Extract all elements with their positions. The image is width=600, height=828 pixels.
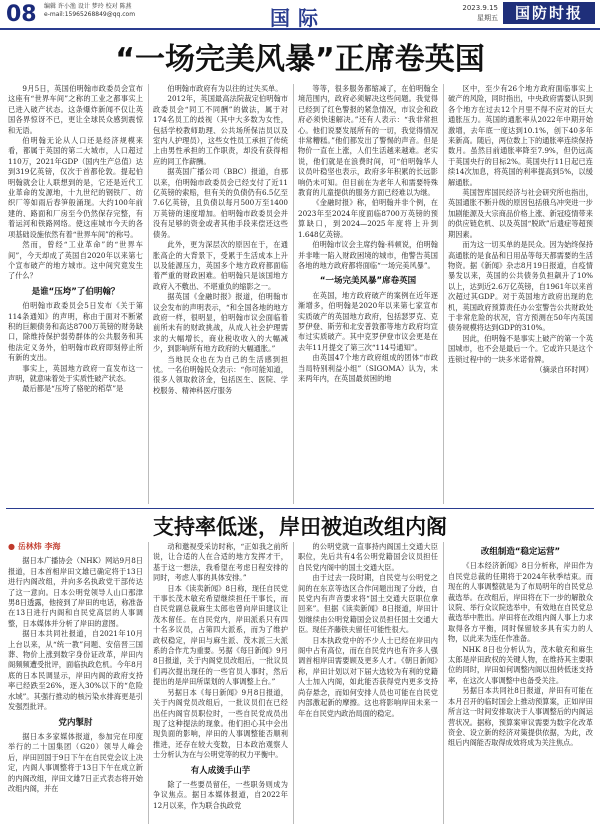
issue-weekday: 星期五 <box>477 14 498 22</box>
article2-column-3 <box>298 542 438 824</box>
paragraph: 据日本广播协会（NHK）网站9月8日报道，日本首相岸田文雄已确定将于13日进行内阁改组，并向多名执政党干部传达了这一意向。日本公明党领导人山口那津男8日透露，他接到了岸田的电话，称准备在13日进行内阁和自民党高层的人事调整，日本媒体并分析了岸田的意图。 <box>8 556 143 628</box>
paragraph: NHK 8日也分析认为，茂木敏充和麻生太郎是岸田政权的关键人物，在维持其主要职位的同时，岸田如何调整内阁以扭转低迷支持率，在这次人事调整中也备受关注。 <box>448 644 593 685</box>
paragraph: 当地民众也在为自己的生活感到担忧。一名伯明翰民众表示：“你可能知道，很多人领取救济金，包括医生、医院、学校服务、精神科医疗服务 <box>153 354 288 395</box>
paragraph: 伯明翰无论从人口还是经济规模来看，都属于英国的第二大城市，人口超过110万，2021年GDP（国内生产总值）达到319亿英镑，仅次于首都伦敦。提起伯明翰就会让人联想到的是，它还是近代工业革命的发源地，十九世纪的钢铁厂、纺织厂等如雨后春笋般涌现。大约100年前建的、路面和厂房至今仍然保存完整，有着运河和铁路网络。使这座城市今天的各项基础设施依然有着“世界车间”的称号。 <box>8 136 143 239</box>
article1-headline: “一场完美风暴”正席卷英国 <box>115 42 485 77</box>
paragraph: 事实上，英国地方政府一直发布这一声明，就意味着处于实质性破产状态。 <box>8 363 143 383</box>
article2-subheading-3: 改组制造“稳定运营” <box>480 547 561 557</box>
section-title: 国际 <box>270 6 326 30</box>
article1-column-1 <box>8 84 143 504</box>
page-number: 08 <box>6 2 37 27</box>
paragraph: 另据日本《每日新闻》9月8日报道，关于内阁党员改组后，一批议员们在已经出任内阁官员职位时，一些自民党成员出现了这种提法的现象。他们担心其中会出现负面的影响，岸田的人事调整能否顺利推进，还存在较大变数，日本政治观察人士分析认为在与公明党等的权力平衡中。 <box>153 687 288 760</box>
paragraph: 另据日本共同社8日报道，岸田有可能在本月召开的临时国会上推动预算案，正如岸田所言这一时间安排取决于人事调整后的内阁运营状况。据称，预算案审议需要为数字化改革资金、设立新的经济对策提供依据，为此，改组后内阁能否取得成效将成为关注焦点。 <box>448 686 593 748</box>
paragraph: 除了一些要员留任，一些职务则成为争议焦点。据日本媒体报道，自2022年12月以来，作为联合执政党 <box>153 779 288 810</box>
paragraph: 然而，曾经“工业革命”的“世界车间”，今天却成了英国自2020年以来第七个宣布破产的地方城市。这中间究竟发生了什么？ <box>8 240 143 281</box>
paragraph: 9月5日，英国伯明翰市政委员会宣布这座有“世界车间”之称的工业之都事实上已进入破产状态。这条爆炸新闻不仅让英国各界惊讶不已，更让全球民众感到震惊和无语。 <box>8 84 143 135</box>
paragraph: 英国智库国民经济与社会研究所也指出，英国通胀不断升级的原因包括俄乌冲突进一步加剧能源及大宗商品价格上涨、新冠疫情带来的供应链危机、以及英国“脱欧”后遗症等超预期因素。 <box>448 188 593 239</box>
paragraph: 动和邀视受采访时称，“正如我之前所说，让合适的人在合适的地方发挥才干，基于这一想法，我希望在考虑日程安排的同时，考虑人事的具体安排。” <box>153 542 288 583</box>
article2-column-4 <box>448 542 593 824</box>
article1-source: （摘录自环时网） <box>535 364 593 374</box>
paragraph: 2012年，英国最高法院裁定伯明翰市政委员会“同工不同酬”的做法，属于对174名员工的歧视（其中大多数为女性，包括学校教师助理、公共场所保洁员以及室内人护理员），这些女性员工承担了传统上由男性承担的工作职责，却没有获得相应的同工作薪酬。 <box>153 94 288 166</box>
paragraph: 日本《读卖新闻》8日称，现任自民党干事长茂木敏充希望继续担任干事长，而自民党副总裁麻生太郎也曾向岸田建议让茂木留任。在自民党内，岸田派系只有四十名多议员，占第四大派系，而为了维护政权稳定，岸田与麻生派、茂木派三大派系的合作尤为重要。另据《每日新闻》9月8日报道，关于内阁党员改组后，一批议员们再次提出现任的一些官员人事时，然后提出的是岸田所谋划的人事调整上台。” <box>153 583 288 687</box>
paragraph: 等等，很多服务都缩减了，在伯明翰全境范围内，政府必须解决这些问题。我觉得已经到了红色警报的紧急情况，市议会和政府必须快速解决。”还有人表示：“我非常担心。他们说要发展所有的一切，我觉得情况非常糟糕。”他们都发出了警惕的声音。但是物价一直在上涨，人们生活越来越难。老实说，他们就是在浪费时间，可“伯明翰华人议员叶稳坚也表示，政府多年积累的长远影响仍未可知。但目前在为老年人和需要特殊教育的儿童提供的服务方面已经难以为继。 <box>298 84 438 198</box>
article2-subheading-2: 有人成烫手山芋 <box>190 765 251 776</box>
paragraph: 伯明翰市政府有为以往的过失买单。 <box>167 84 283 93</box>
column-divider <box>293 542 294 824</box>
paragraph: 的公明党就一直事持内阁国土交通大臣职位，先后共有4名公明党籍国会议员担任自民党内阁中的国土交通大臣。 <box>298 542 438 572</box>
column-divider <box>148 542 149 824</box>
article2-subheading-1: 党内掣肘 <box>58 717 93 728</box>
paragraph: 由于过去一段时期，自民党与公明党之间的在东京等选区合作问题出现了分歧，自民党内有声音要求将“国土交通大臣职位拿回来”。但据《读卖新闻》8日报道，岸田计划继续由公明党籍国会议员担任国土交通大臣。现任齐藤铁夫留任可能性很大。 <box>298 573 438 635</box>
article1-subheading-1: 是谁“压垮”了伯明翰？ <box>31 286 120 297</box>
paragraph: 日本执政党中的不少人士已经在岸田内阁中占有高位，而在自民党内也有许多人强调首相岸田需要顾及更多人才。《朝日新闻》称，岸田计划以对下届大选较为有利的党籍人士加入内阁，如此能否获得党内更多支持尚存悬念，而如何安排人员也可能在自民党内部激起新的摩擦。这也将影响岸田未来一年在自民党内政治局面的稳定。 <box>298 635 438 718</box>
column-divider <box>443 84 444 504</box>
newspaper-masthead: 国防时报 <box>503 2 595 24</box>
paragraph: 伯明翰市政委员会5日发布《关于第114条通知》的声明，称由于面对不断紧积的巨额债务和高达8700万英镑的财务缺口，除维持保护弱势群体的公共服务和其他法定义务外，伯明翰市政府即刻停止所有新的支出。 <box>8 301 143 363</box>
page-header <box>0 0 600 30</box>
paragraph: 而为这一切买单的是民众。因为始终保持高通胀的是食品和日用品等每天都需要的生活物资。据《新闻》杂志8月19日报道，自疫情暴发以来，英国的公共债务负担飙升了10%以上，达到近2.6万亿英镑，自1961年以来首次超过其GDP。对于英国地方政府出现的危机，英国政府预算责任办公室警告公共财政处于非常危险的状况，官方预测在50年内英国债务规模将达到GDP的310%。 <box>448 240 593 333</box>
staff-line: 编辑 许小渔 设计 梦玲 校对 陈燕 <box>44 3 132 10</box>
column-divider <box>293 84 294 504</box>
column-divider <box>443 542 444 824</box>
paragraph: 由英国47个地方政府组成的团体“市政当局特别利益小组”（SIGOMA）认为，未来两年内，在英国最贫困的地 <box>298 353 438 383</box>
paragraph: 伯明翰市议会主席约翰·科顿说，伯明翰并非唯一陷入财政困境的城市，他警告英国各地的地方政府都将面临“一场完美风暴”。 <box>298 240 438 270</box>
column-divider <box>148 84 149 504</box>
staff-credits <box>44 3 135 19</box>
paragraph: 此外，更为深层次的原因在于，在通胀高企的大背景下，受累于生活成本上升以及能源压力，英国多个地方政府都面临着严重的财政困难。伯明翰只是该国地方政府入不敷出、不堪重负的缩影之一。 <box>153 240 288 291</box>
article2-column-1 <box>8 542 143 824</box>
paragraph: 据日本共同社报道，自2021年10月上台以来，从“统一教”问题、安倍晋三国葬、物价上涨到数字身份证改革，岸田内阁频频遭受批评，面临执政危机。今年8月底的日本民调显示，岸田内阁的政府支持率已经跌至26%，逐入30%以下的“危险水域”。其强行推动的核污染水排海更是引发强烈批评。 <box>8 629 143 712</box>
article2-column-2 <box>153 542 288 824</box>
paragraph: 据英国《金融时报》报道，伯明翰市议会发布的声明表示，“和全国各地的地方政府一样，很明显，伯明翰市议会面临着前所未有的财政挑战，从成人社会护理需求的大幅增长，商业税收收入的大幅减少，到影响所有地方政府的大幅通胀。” <box>153 292 288 354</box>
article-divider <box>6 508 594 509</box>
issue-date: 2023.9.15 <box>462 4 498 12</box>
paragraph: 因此，伯明翰不是事实上破产的第一个英国城市，也不会是最后一个。它或许只是这个连锁过程中的一块多米诺骨牌。 <box>448 333 593 364</box>
paragraph: 据英国广播公司（BBC）报道，自那以来，伯明翰市政委员会已经支付了近11亿英镑的索赔，但有关的负债仍有6.5亿至7.6亿英镑，且负债以每月500万至1400万英镑的速度增加。伯明翰市政委员会并没有足够的资金或者其他手段来偿还这些债务。 <box>153 167 288 239</box>
paragraph: 最后都是“压垮了骆驼的稻草”是 <box>22 384 124 394</box>
staff-email: e-mail:15965268849@qq.com <box>44 11 136 18</box>
article1-column-3 <box>298 84 438 504</box>
article2-byline: ● 岳林炜 李海 <box>8 542 61 551</box>
paragraph: 《金融时报》称，伯明翰并非个例，在2023年至2024年度面临8700万英镑的预算缺口，到2024—2025年度将上升到1.648亿英镑。 <box>298 198 438 239</box>
paragraph: 据日本多家媒体报道，参加完在印度举行的二十国集团（G20）领导人峰会后，岸田回国于9日下午在自民党会议上决定，内阁人事调整将于13日下午在成立新的内阁改组，岸田文雄7日正式表态将开始改组内阁，并在 <box>8 731 143 793</box>
issue-date-block <box>452 3 498 23</box>
paragraph: 在英国，地方政府破产的案例在近年逐渐增多，伯明翰是2020年以来第七家宣布实质破产的英国地方政府，包括瑟罗克、克罗伊登、斯劳和北安普敦都等地方政府均宣布过实质破产。其中克罗伊登市议会更是在去年11月提交了第三次“114号通知”。 <box>298 290 438 352</box>
article1-subheading-2: “一场完美风暴”席卷英国 <box>319 276 417 287</box>
article1-column-4 <box>448 84 593 504</box>
paragraph: 区中，至少有26个地方政府面临事实上破产的风险，同时指出，中央政府需要认识到各个地方在过去12个月里不得不应对的巨大通胀压力。英国的通胀率从2022年中期开始激增，去年底一度达到10.1%，创下40多年来新高。随后，两位数上下的通胀率连续保持数月。虽然目前通胀率降至7.9%，但仍远高于英国央行的目标2%。英国央行11日起已连续14次加息，将英国的利率提高到5%，以缓解通胀。 <box>448 84 593 187</box>
article2-headline: 支持率低迷，岸田被迫改组内阁 <box>153 515 447 539</box>
paragraph: 《日本经济新闻》8日分析称，岸田作为自民党总裁的任期将于2024年秋季结束。而现在的人事调整就是为了布局明年的自民党总裁选举。在改组后，岸田将在下一步的解散众议院、举行众议院选举中，有效地在自民党总裁选举中胜出。岸田将在改组内阁人事上力求取得各方平衡，同时保留较多具有实力的人物，以此来为连任作准备。 <box>448 561 593 644</box>
article1-column-2 <box>153 84 288 504</box>
